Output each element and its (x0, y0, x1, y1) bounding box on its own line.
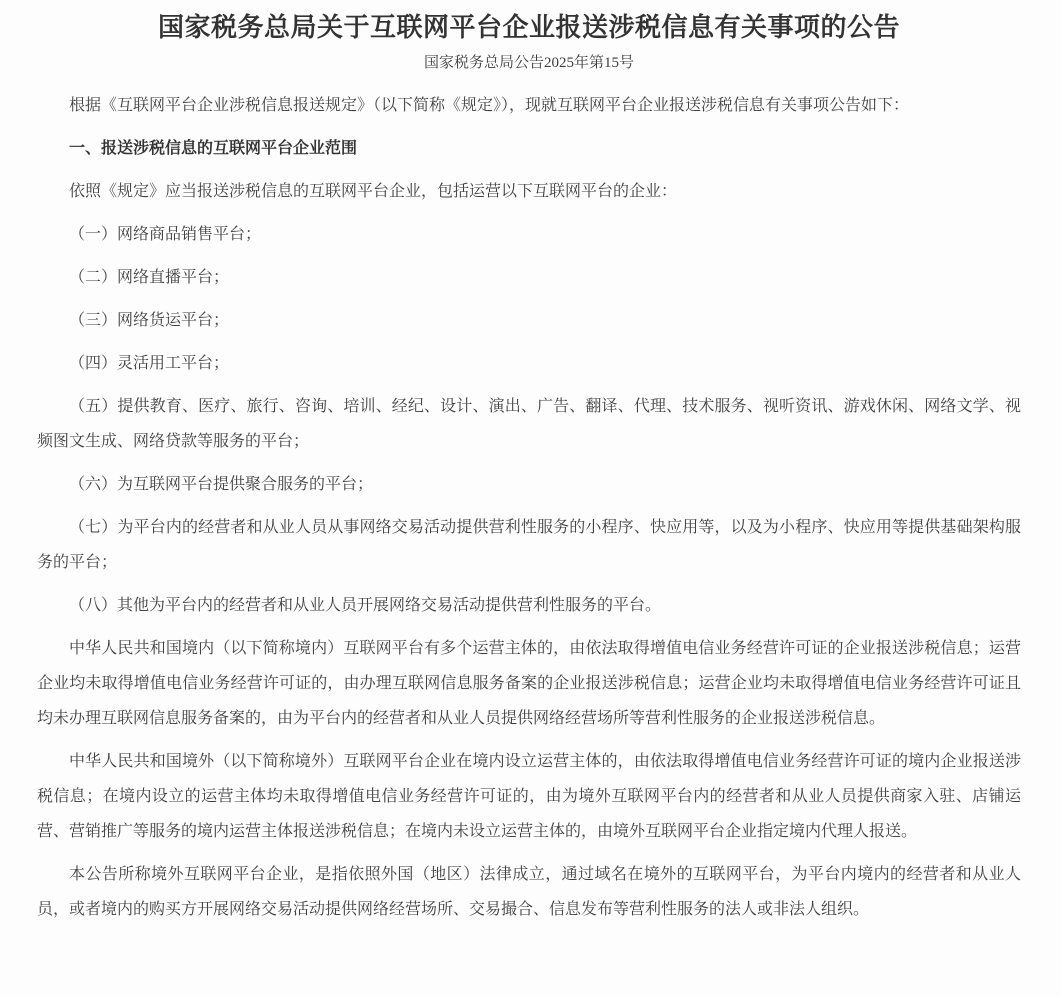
document-title: 国家税务总局关于互联网平台企业报送涉税信息有关事项的公告 (157, 13, 900, 42)
list-item-3: （三）网络货运平台； (69, 312, 230, 329)
body-paragraph-domestic: 中华人民共和国境内（以下简称境内）互联网平台有多个运营主体的，由依法取得增值电信业务经营许可证的企业报送涉税信息；运营企业均未取得增值电信业务经营许可证的，由办理互联网信息服务备案的企业报送涉税信息；运营企业均未取得增值电信业务经营许可证且均未办理互联网信息服务备案的，由为平台内的经营者和从业人员提供网络经营场所等营利性服务的企业报送涉税信息。 (37, 640, 1021, 727)
list-item-1: （一）网络商品销售平台； (69, 226, 262, 243)
section1-lead-paragraph: 依照《规定》应当报送涉税信息的互联网平台企业，包括运营以下互联网平台的企业： (69, 183, 678, 200)
list-item-6: （六）为互联网平台提供聚合服务的平台； (69, 476, 374, 493)
list-item-5: （五）提供教育、医疗、旅行、咨询、培训、经纪、设计、演出、广告、翻译、代理、技术服务、视听资讯、游戏休闲、网络文学、视频图文生成、网络贷款等服务的平台； (37, 398, 1021, 450)
body-paragraph-definition: 本公告所称境外互联网平台企业，是指依照外国（地区）法律成立，通过域名在境外的互联网平台，为平台内境内的经营者和从业人员，或者境内的购买方开展网络交易活动提供网络经营场所、交易撮合、信息发布等营利性服务的法人或非法人组织。 (37, 866, 1021, 918)
body-paragraph-overseas: 中华人民共和国境外（以下简称境外）互联网平台企业在境内设立运营主体的，由依法取得增值电信业务经营许可证的境内企业报送涉税信息；在境内设立的运营主体均未取得增值电信业务经营许可证的，由为境外互联网平台内的经营者和从业人员提供商家入驻、店铺运营、营销推广等服务的境内运营主体报送涉税信息；在境内未设立运营主体的，由境外互联网平台企业指定境内代理人报送。 (37, 753, 1021, 840)
list-item-7: （七）为平台内的经营者和从业人员从事网络交易活动提供营利性服务的小程序、快应用等，以及为小程序、快应用等提供基础架构服务的平台； (37, 519, 1021, 571)
intro-paragraph: 根据《互联网平台企业涉税信息报送规定》（以下简称《规定》），现就互联网平台企业报送涉税信息有关事项公告如下： (69, 97, 910, 114)
section1-heading: 一、报送涉税信息的互联网平台企业范围 (69, 140, 358, 157)
document-number: 国家税务总局公告2025年第15号 (423, 55, 634, 71)
list-item-4: （四）灵活用工平台； (69, 355, 230, 372)
list-item-2: （二）网络直播平台； (69, 269, 230, 286)
list-item-8: （八）其他为平台内的经营者和从业人员开展网络交易活动提供营利性服务的平台。 (69, 597, 662, 614)
document-body (37, 88, 1021, 927)
